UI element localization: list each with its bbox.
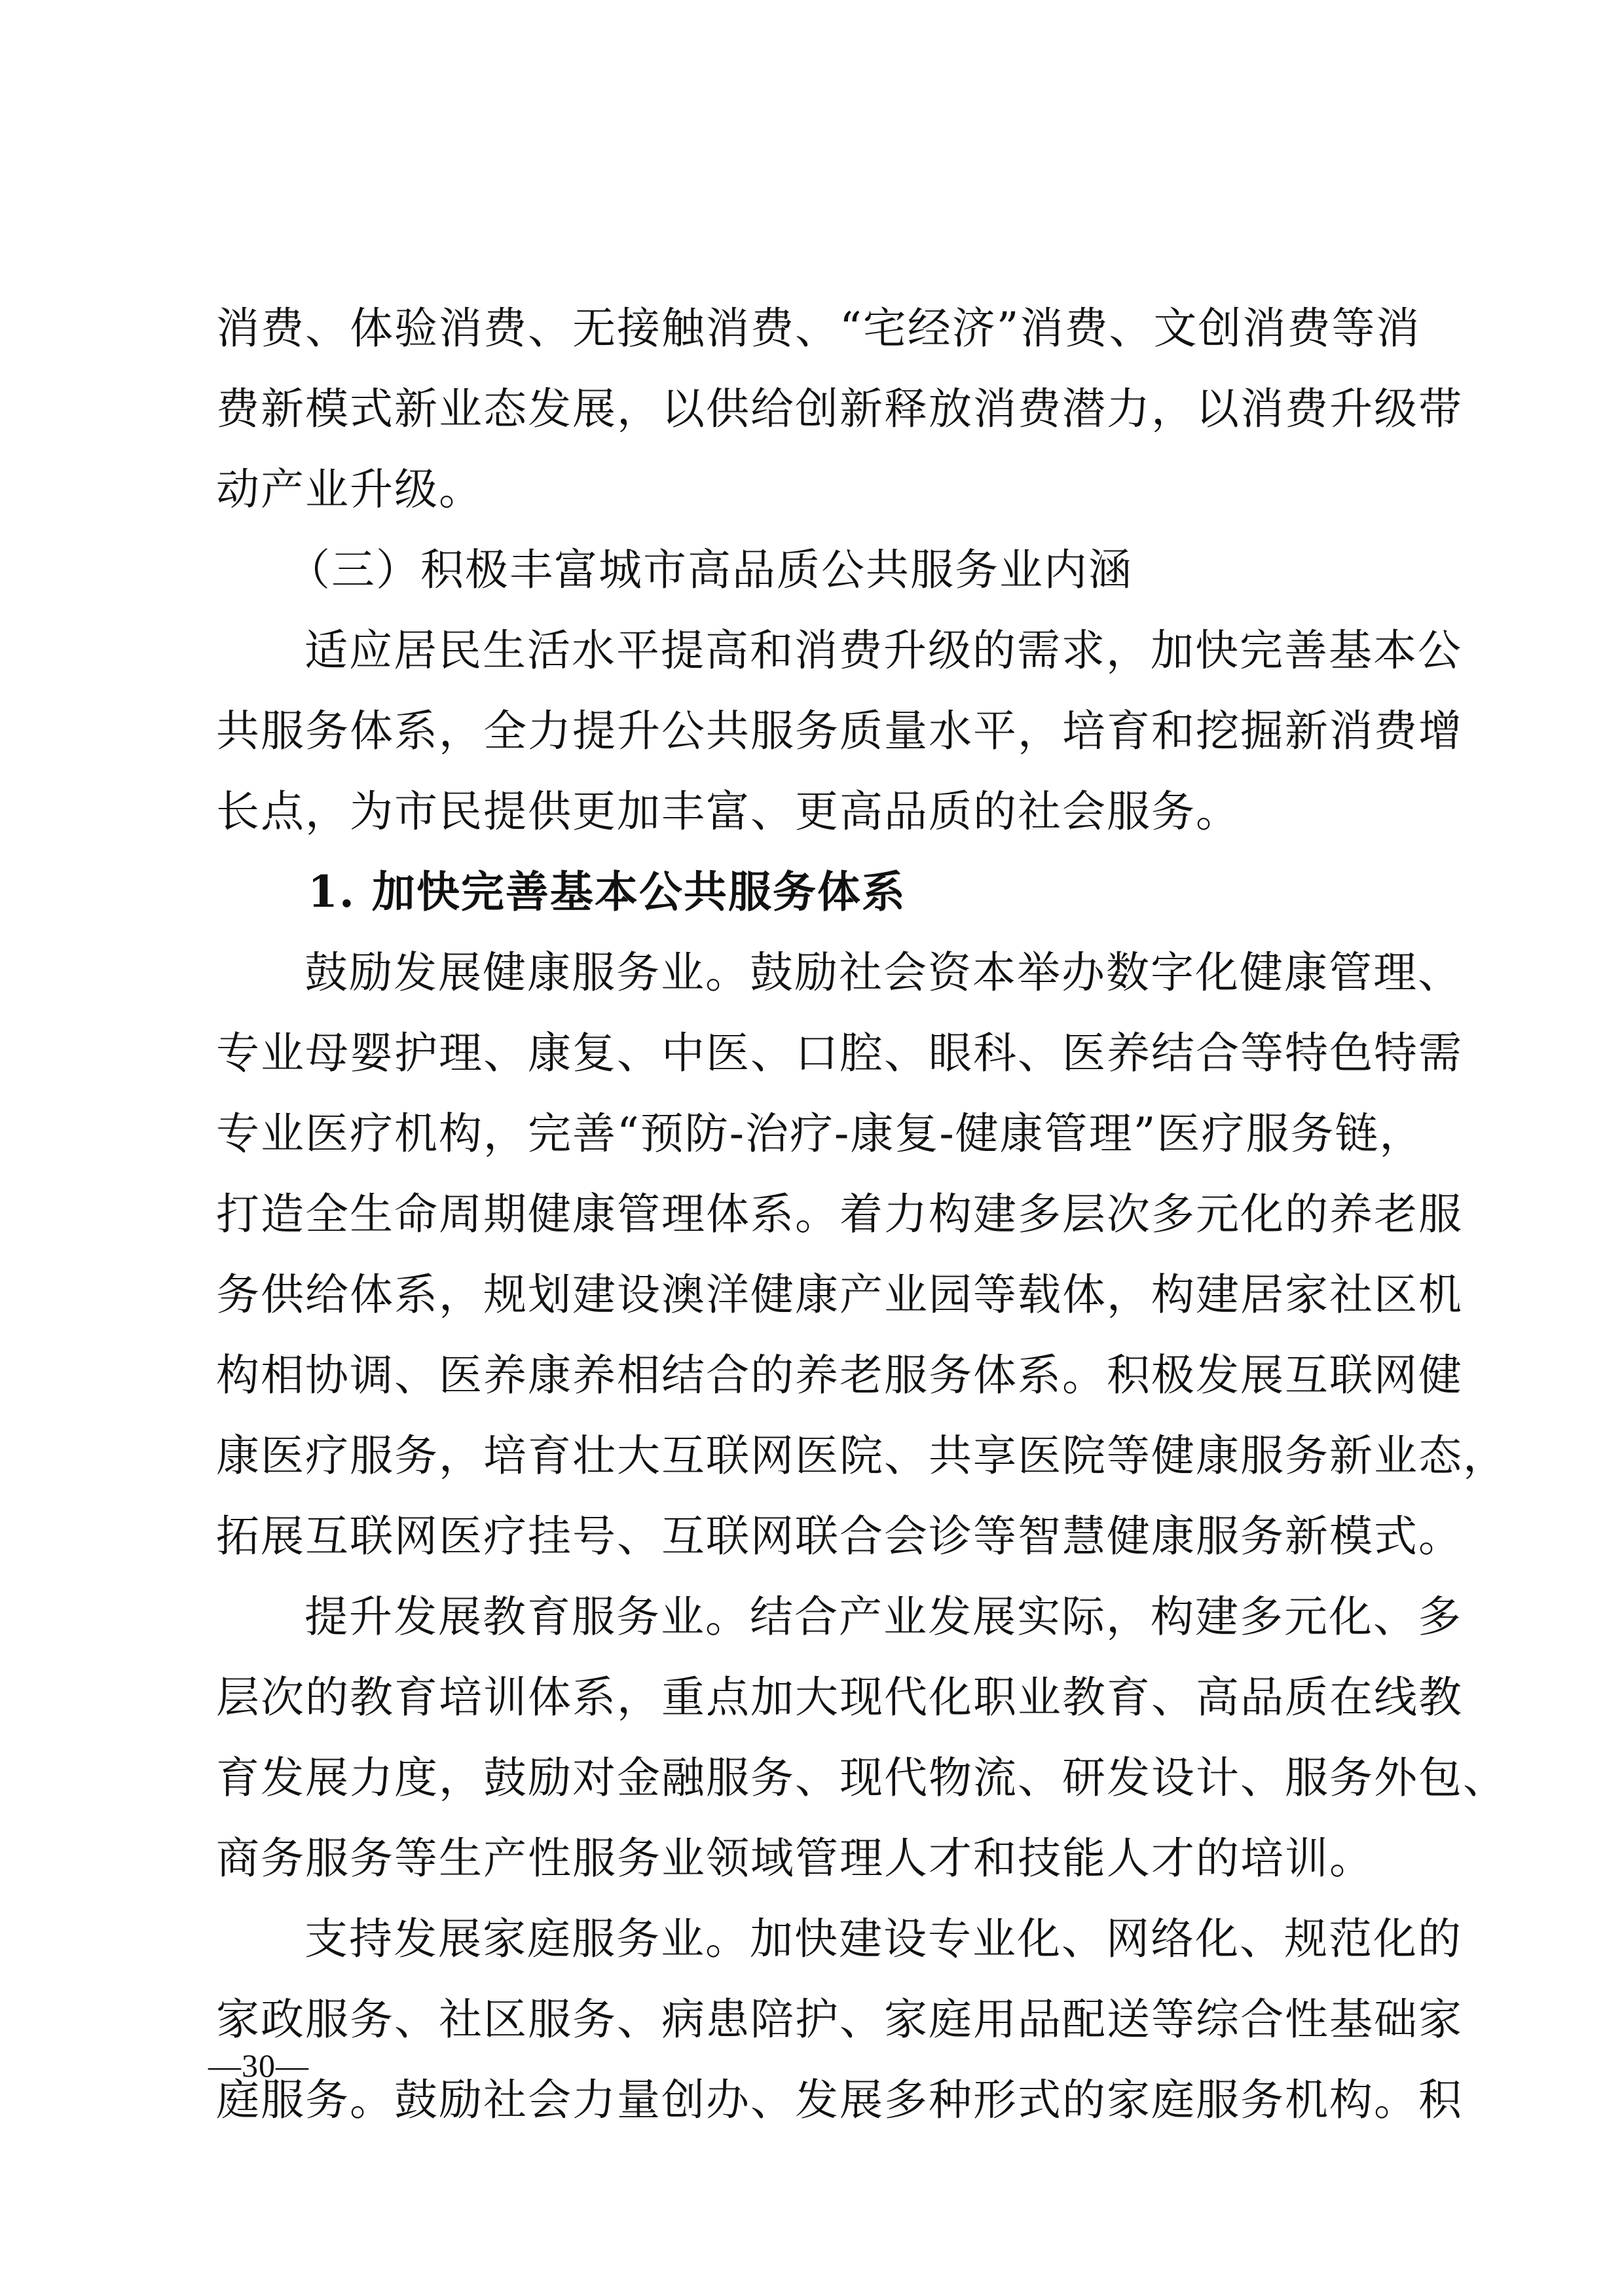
text-line: 构相协调、医养康养相结合的养老服务体系。积极发展互联网健 [216, 1350, 1463, 1400]
text-line: 共服务体系，全力提升公共服务质量水平，培育和挖掘新消费增 [216, 706, 1463, 756]
text-line: 务供给体系，规划建设澳洋健康产业园等载体，构建居家社区机 [216, 1269, 1463, 1320]
text-line: 拓展互联网医疗挂号、互联网联合会诊等智慧健康服务新模式。 [216, 1511, 1463, 1561]
text-line: 打造全生命周期健康管理体系。着力构建多层次多元化的养老服 [216, 1189, 1463, 1239]
text-line: 提升发展教育服务业。结合产业发展实际，构建多元化、多 [304, 1592, 1462, 1642]
text-line: 庭服务。鼓励社会力量创办、发展多种形式的家庭服务机构。积 [216, 2075, 1463, 2125]
subsection-heading: 1. 加快完善基本公共服务体系 [308, 866, 906, 917]
text-line: 动产业升级。 [216, 464, 483, 515]
text-line: 康医疗服务，培育壮大互联网医院、共享医院等健康服务新业态， [216, 1430, 1507, 1481]
text-line: 支持发展家庭服务业。加快建设专业化、网络化、规范化的 [304, 1914, 1462, 1964]
text-line: 育发展力度，鼓励对金融服务、现代物流、研发设计、服务外包、 [216, 1753, 1507, 1803]
text-line: 层次的教育培训体系，重点加大现代化职业教育、高品质在线教 [216, 1672, 1463, 1722]
body-text [216, 288, 1507, 2140]
text-line: 长点，为市民提供更加丰富、更高品质的社会服务。 [216, 786, 1240, 837]
text-line: 适应居民生活水平提高和消费升级的需求，加快完善基本公 [304, 625, 1462, 676]
text-line: 鼓励发展健康服务业。鼓励社会资本举办数字化健康管理、 [304, 947, 1462, 998]
section-heading: （三）积极丰富城市高品质公共服务业内涵 [287, 545, 1133, 595]
text-line: 消费、体验消费、无接触消费、“宅经济”消费、文创消费等消 [216, 303, 1421, 354]
text-line: 商务服务等生产性服务业领域管理人才和技能人才的培训。 [216, 1833, 1374, 1884]
text-line: 费新模式新业态发展，以供给创新释放消费潜力，以消费升级带 [216, 384, 1463, 434]
text-line: 专业医疗机构，完善“预防-治疗-康复-健康管理”医疗服务链， [216, 1108, 1424, 1159]
text-line: 专业母婴护理、康复、中医、口腔、眼科、医养结合等特色特需 [216, 1028, 1463, 1078]
text-line: 家政服务、社区服务、病患陪护、家庭用品配送等综合性基础家 [216, 1994, 1463, 2045]
page-number: —30— [208, 2047, 309, 2084]
